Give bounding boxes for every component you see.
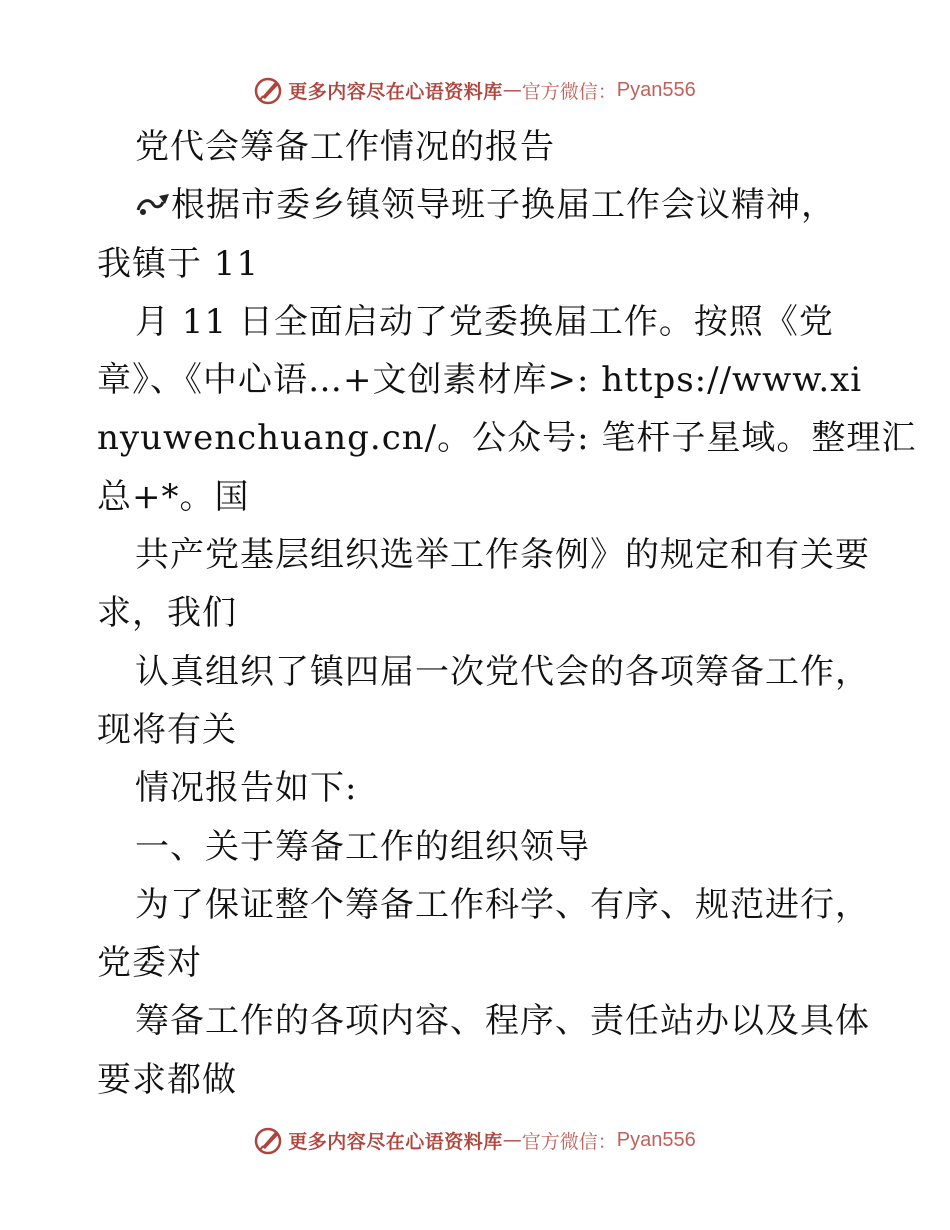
document-body: [97, 118, 917, 1109]
wechat-id: Pyan556: [616, 78, 696, 101]
paragraph-line: 认真组织了镇四届一次党代会的各项筹备工作，: [135, 651, 870, 692]
wechat-label: 官方微信：: [521, 80, 617, 103]
paragraph-line: 党委对: [97, 943, 202, 984]
paragraph-line: 我镇于 11: [97, 243, 260, 284]
paragraph-text: 根据市委乡镇领导班子换届工作会议精神，: [171, 185, 836, 226]
paragraph-line: [97, 176, 857, 234]
watermark-text: 更多内容尽在心语资料库: [288, 80, 503, 103]
section-heading: 一、关于筹备工作的组织领导: [135, 826, 590, 867]
decorative-bullet-icon: [135, 190, 171, 218]
paragraph-line: 总+*。国: [97, 476, 250, 517]
wechat-label: 官方微信：: [521, 1130, 617, 1153]
paragraph-line: 共产党基层组织选举工作条例》的规定和有关要: [135, 535, 870, 576]
watermark-separator: —: [502, 1129, 522, 1151]
document-title: 党代会筹备工作情况的报告: [135, 127, 555, 167]
paragraph-line: 月 11 日全面启动了党委换届工作。按照《党: [135, 301, 834, 342]
header-watermark: [0, 70, 950, 110]
paragraph-line: 情况报告如下:: [135, 768, 358, 809]
paragraph-line: 为了保证整个筹备工作科学、有序、规范进行，: [135, 884, 870, 925]
paragraph-line: nyuwenchuang.cn/。公众号: 笔杆子星域。整理汇: [97, 418, 917, 459]
watermark-separator: —: [502, 79, 522, 101]
paragraph-line: 求，我们: [97, 593, 237, 634]
wechat-id: Pyan556: [616, 1128, 696, 1151]
paragraph-line: 现将有关: [97, 709, 237, 750]
watermark-text: 更多内容尽在心语资料库: [288, 1130, 503, 1153]
paragraph-line: 要求都做: [97, 1059, 237, 1100]
footer-watermark: [0, 1120, 950, 1160]
paragraph-line: 章》、《中心语…+文创素材库>: https://www.xi: [97, 360, 863, 401]
quill-pen-logo-icon: [254, 75, 284, 105]
quill-pen-logo-icon: [254, 1125, 284, 1155]
paragraph-line: 筹备工作的各项内容、程序、责任站办以及具体: [135, 1001, 870, 1042]
